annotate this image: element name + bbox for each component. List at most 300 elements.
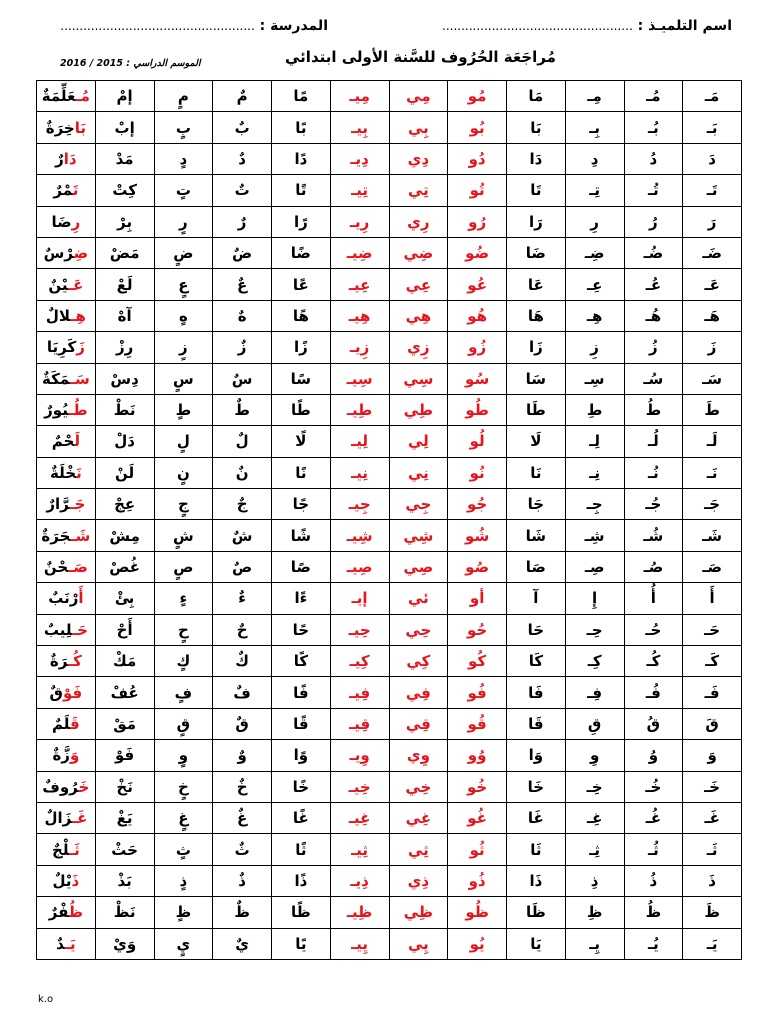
letter-cell: دَا: [507, 143, 566, 174]
letter-cell: فَا: [507, 677, 566, 708]
letter-cell: مِيـ: [330, 81, 389, 112]
letter-cell: مُو: [448, 81, 507, 112]
letter-cell: طُو: [448, 394, 507, 425]
letter-cell: أُ: [624, 583, 683, 614]
example-word-cell: [37, 143, 96, 174]
example-word-cell: [37, 771, 96, 802]
letter-cell: نٌ: [213, 457, 272, 488]
letter-cell: حَثْ: [95, 834, 154, 865]
letter-cell: وٌ: [213, 740, 272, 771]
letter-cell: يِـ: [565, 928, 624, 959]
letter-cell: كِتْ: [95, 175, 154, 206]
letter-cell: بَا: [507, 112, 566, 143]
table-row: [37, 457, 742, 488]
letter-cell: مَقْ: [95, 708, 154, 739]
student-name-blank[interactable]: ..................................................: [442, 19, 633, 33]
word-part: رْسٌ: [43, 244, 74, 263]
word-highlight-part: لَ: [74, 432, 80, 451]
letter-cell: نَـ: [683, 457, 742, 488]
letter-cell: فًا: [272, 677, 331, 708]
letter-cell: ضِيـ: [330, 237, 389, 268]
word-highlight-part: حَـ: [71, 620, 88, 639]
letter-cell: لِـ: [565, 426, 624, 457]
school-field[interactable]: [60, 18, 328, 34]
letter-cell: شًا: [272, 520, 331, 551]
example-word-cell: [37, 269, 96, 300]
letter-cell: تَا: [507, 175, 566, 206]
letter-cell: خُو: [448, 771, 507, 802]
letter-cell: ظُ: [624, 897, 683, 928]
letter-cell: جِيـ: [330, 489, 389, 520]
table-row: [37, 865, 742, 896]
word-highlight-part: ظُ: [68, 903, 84, 922]
letter-cell: مُـ: [624, 81, 683, 112]
letter-cell: مِشْ: [95, 520, 154, 551]
letter-cell: صٌ: [213, 551, 272, 582]
letter-cell: غٍ: [154, 802, 213, 833]
letter-cell: قُو: [448, 708, 507, 739]
letter-cell: نِي: [389, 457, 448, 488]
letter-cell: غِيـ: [330, 802, 389, 833]
letter-cell: نًا: [272, 457, 331, 488]
word-part: رٌ: [55, 149, 64, 168]
letter-cell: ءٍ: [154, 583, 213, 614]
letter-cell: سَا: [507, 363, 566, 394]
letter-cell: صَا: [507, 551, 566, 582]
letter-cell: جٌ: [213, 489, 272, 520]
letter-cell: خٌ: [213, 771, 272, 802]
letter-cell: أَحْ: [95, 614, 154, 645]
letter-cell: جُـ: [624, 489, 683, 520]
letter-cell: ضًا: [272, 237, 331, 268]
letter-cell: لِيـ: [330, 426, 389, 457]
example-word-cell: [37, 520, 96, 551]
letter-cell: ذَ: [683, 865, 742, 896]
letter-cell: قَا: [507, 708, 566, 739]
word-highlight-part: وَ: [69, 746, 80, 765]
letter-cell: ضَا: [507, 237, 566, 268]
word-part: رَّارٌ: [46, 495, 70, 514]
word-part: خِرَةٌ: [45, 118, 75, 137]
letter-cell: طٍ: [154, 394, 213, 425]
letter-cell: عُفْ: [95, 677, 154, 708]
letter-cell: حٌ: [213, 614, 272, 645]
student-name-label: اسم التلميـذ :: [637, 18, 732, 34]
letter-cell: ذِيـ: [330, 865, 389, 896]
letter-cell: يَغْ: [95, 802, 154, 833]
letter-cell: بَـ: [683, 112, 742, 143]
school-label: المدرسة :: [259, 18, 328, 34]
letter-cell: دًا: [272, 143, 331, 174]
letter-cell: أو: [448, 583, 507, 614]
letter-cell: نُو: [448, 457, 507, 488]
letter-cell: ثُـ: [624, 834, 683, 865]
letter-cell: وِي: [389, 740, 448, 771]
letter-cell: بِـ: [565, 112, 624, 143]
letter-cell: نِيـ: [330, 457, 389, 488]
letter-cell: شِي: [389, 520, 448, 551]
word-highlight-part: طُـ: [68, 401, 88, 420]
word-part: لْجٌ: [52, 840, 69, 859]
letter-cell: قَ: [683, 708, 742, 739]
example-word-cell: [37, 897, 96, 928]
letter-cell: كًا: [272, 646, 331, 677]
table-row: [37, 708, 742, 739]
letter-cell: طٌ: [213, 394, 272, 425]
letter-cell: بٌ: [213, 112, 272, 143]
word-highlight-part: هِـ: [70, 306, 86, 325]
letter-cell: هَـ: [683, 300, 742, 331]
letter-cell: قِي: [389, 708, 448, 739]
word-part: قٌ: [49, 683, 63, 702]
letter-cell: زَا: [507, 332, 566, 363]
letter-cell: ثَا: [507, 834, 566, 865]
letter-cell: خِـ: [565, 771, 624, 802]
letter-cell: لُو: [448, 426, 507, 457]
footer-initials: k.o: [38, 994, 54, 1005]
letter-cell: خَا: [507, 771, 566, 802]
word-part: زَّةٌ: [52, 746, 70, 765]
example-word-cell: [37, 237, 96, 268]
letter-cell: شِيـ: [330, 520, 389, 551]
table-row: [37, 175, 742, 206]
letter-cell: قٍ: [154, 708, 213, 739]
letter-cell: مَا: [507, 81, 566, 112]
letter-cell: ظِ: [565, 897, 624, 928]
letter-cell: بِي: [389, 112, 448, 143]
letter-cell: خِيـ: [330, 771, 389, 802]
letter-cell: لًا: [272, 426, 331, 457]
table-row: [37, 143, 742, 174]
letter-cell: لِي: [389, 426, 448, 457]
letter-cell: طِ: [565, 394, 624, 425]
example-word-cell: [37, 112, 96, 143]
letter-cell: حِيـ: [330, 614, 389, 645]
letter-cell: صِي: [389, 551, 448, 582]
word-part: حْنٌ: [43, 558, 69, 577]
letter-cell: كُـ: [624, 646, 683, 677]
letter-cell: جِـ: [565, 489, 624, 520]
table-row: [37, 269, 742, 300]
letter-cell: لَا: [507, 426, 566, 457]
letter-cell: ذٌ: [213, 865, 272, 896]
letter-cell: يَا: [507, 928, 566, 959]
letter-cell: ذًا: [272, 865, 331, 896]
word-highlight-part: غَـ: [71, 809, 88, 828]
word-part: حْمٌ: [51, 432, 75, 451]
letter-cell: طَ: [683, 394, 742, 425]
letter-cell: صِـ: [565, 551, 624, 582]
letter-cell: زٌ: [213, 332, 272, 363]
letter-cell: شِـ: [565, 520, 624, 551]
letter-cell: دِ: [565, 143, 624, 174]
letter-cell: تِيـ: [330, 175, 389, 206]
letter-cell: وٍ: [154, 740, 213, 771]
letter-cell: مِي: [389, 81, 448, 112]
letter-cell: صَـ: [683, 551, 742, 582]
letter-cell: حِـ: [565, 614, 624, 645]
letter-cell: كِي: [389, 646, 448, 677]
letter-cell: هِيـ: [330, 300, 389, 331]
letter-cell: عُو: [448, 269, 507, 300]
letter-cell: سِيـ: [330, 363, 389, 394]
letter-cell: آهْ: [95, 300, 154, 331]
letter-cell: بًا: [272, 112, 331, 143]
letter-cell: ثًا: [272, 834, 331, 865]
letter-cell: ضُو: [448, 237, 507, 268]
letter-cell: صُو: [448, 551, 507, 582]
letter-cell: يًا: [272, 928, 331, 959]
letter-cell: تًا: [272, 175, 331, 206]
example-word-cell: [37, 81, 96, 112]
letter-cell: ذُ: [624, 865, 683, 896]
letter-cell: عًا: [272, 269, 331, 300]
letter-cell: هٌ: [213, 300, 272, 331]
letter-cell: حٍ: [154, 614, 213, 645]
word-highlight-part: سَـ: [69, 369, 90, 388]
letter-cell: تٌ: [213, 175, 272, 206]
letter-cell: كِيـ: [330, 646, 389, 677]
word-part: رُوفٌ: [42, 777, 79, 796]
letter-cell: كُو: [448, 646, 507, 677]
letter-cell: حُو: [448, 614, 507, 645]
letter-cell: جِي: [389, 489, 448, 520]
letter-cell: ضِـ: [565, 237, 624, 268]
letter-cell: عِجْ: [95, 489, 154, 520]
letter-cell: ظًا: [272, 897, 331, 928]
letter-cell: غًا: [272, 802, 331, 833]
letter-cell: ءًا: [272, 583, 331, 614]
letter-cell: مَـ: [683, 81, 742, 112]
word-highlight-part: زَ: [76, 338, 85, 357]
letter-cell: سِي: [389, 363, 448, 394]
letter-cell: فُـ: [624, 677, 683, 708]
letter-cell: دَلْ: [95, 426, 154, 457]
example-word-cell: [37, 865, 96, 896]
word-highlight-part: ثَـ: [68, 840, 80, 859]
letter-cell: ئي: [389, 583, 448, 614]
word-highlight-part: صَـ: [68, 558, 88, 577]
table-row: [37, 426, 742, 457]
letter-cell: ظُو: [448, 897, 507, 928]
letter-cell: فٌ: [213, 677, 272, 708]
table-row: [37, 646, 742, 677]
table-row: [37, 834, 742, 865]
table-row: [37, 300, 742, 331]
letter-cell: ثٍ: [154, 834, 213, 865]
letter-cell: عِي: [389, 269, 448, 300]
letter-cell: لُـ: [624, 426, 683, 457]
letter-cell: ظَا: [507, 897, 566, 928]
word-part: دٌ: [56, 934, 65, 953]
letter-cell: هًا: [272, 300, 331, 331]
letter-cell: زًا: [272, 332, 331, 363]
letter-cell: دَ: [683, 143, 742, 174]
word-highlight-part: فَوْ: [62, 683, 83, 702]
letter-cell: ضٌ: [213, 237, 272, 268]
table-row: [37, 614, 742, 645]
word-part: مَكَةٌ: [41, 369, 70, 388]
letter-cell: رَا: [507, 206, 566, 237]
letter-cell: هِي: [389, 300, 448, 331]
letter-cell: تُـ: [624, 175, 683, 206]
letter-cell: رٌ: [213, 206, 272, 237]
letter-cell: جَا: [507, 489, 566, 520]
letter-cell: ظَ: [683, 897, 742, 928]
word-part: رَةٌ: [49, 652, 69, 671]
school-year: الموسم الدراسي : 2015 / 2016: [60, 58, 201, 69]
letter-cell: رِزْ: [95, 332, 154, 363]
letter-cell: عُـ: [624, 269, 683, 300]
table-row: [37, 583, 742, 614]
word-highlight-part: شَـ: [70, 526, 91, 545]
table-row: [37, 332, 742, 363]
letter-cell: وَيْ: [95, 928, 154, 959]
letter-cell: صٍ: [154, 551, 213, 582]
letter-cell: غِي: [389, 802, 448, 833]
word-part: جَرَةٌ: [41, 526, 71, 545]
letter-cell: أَ: [683, 583, 742, 614]
letter-cell: ظِيـ: [330, 897, 389, 928]
letter-cell: غَا: [507, 802, 566, 833]
letter-cell: ظٌ: [213, 897, 272, 928]
letter-cell: شَا: [507, 520, 566, 551]
word-part: رْنَبٌ: [48, 589, 79, 608]
letter-cell: غُصْ: [95, 551, 154, 582]
letter-cell: دٌ: [213, 143, 272, 174]
letter-cell: طِي: [389, 394, 448, 425]
letter-cell: نِـ: [565, 457, 624, 488]
letter-cell: عِيـ: [330, 269, 389, 300]
letter-cell: إبْ: [95, 112, 154, 143]
letter-cell: رًا: [272, 206, 331, 237]
letter-cell: حَـ: [683, 614, 742, 645]
letter-cell: دٍ: [154, 143, 213, 174]
letter-cell: هَا: [507, 300, 566, 331]
table-row: [37, 206, 742, 237]
example-word-cell: [37, 740, 96, 771]
letter-cell: فٍ: [154, 677, 213, 708]
letter-cell: هُـ: [624, 300, 683, 331]
example-word-cell: [37, 489, 96, 520]
example-word-cell: [37, 551, 96, 582]
letter-cell: مَضْ: [95, 237, 154, 268]
letter-cell: ثِي: [389, 834, 448, 865]
letter-cell: ءٌ: [213, 583, 272, 614]
letter-cell: ذُو: [448, 865, 507, 896]
letter-cell: يٍ: [154, 928, 213, 959]
letter-cell: شَـ: [683, 520, 742, 551]
letter-cell: مَدْ: [95, 143, 154, 174]
letter-cell: خٍ: [154, 771, 213, 802]
letter-cell: رِيـ: [330, 206, 389, 237]
word-highlight-part: تَ: [72, 181, 79, 200]
word-highlight-part: أَ: [78, 589, 84, 608]
letter-cell: رُ: [624, 206, 683, 237]
letter-cell: كٌ: [213, 646, 272, 677]
letter-cell: ثٌ: [213, 834, 272, 865]
example-word-cell: [37, 206, 96, 237]
letter-cell: عَـ: [683, 269, 742, 300]
letter-cell: ضٍ: [154, 237, 213, 268]
letter-cell: نَا: [507, 457, 566, 488]
letter-cell: خًا: [272, 771, 331, 802]
word-highlight-part: قَ: [69, 715, 80, 733]
letter-cell: وِ: [565, 740, 624, 771]
letter-cell: فَوْ: [95, 740, 154, 771]
letter-cell: غُو: [448, 802, 507, 833]
letter-cell: ظِي: [389, 897, 448, 928]
letter-cell: لٌ: [213, 426, 272, 457]
letter-cell: بٍ: [154, 112, 213, 143]
table-row: [37, 81, 742, 112]
letter-cell: شُو: [448, 520, 507, 551]
letter-cell: دِيـ: [330, 143, 389, 174]
table-row: [37, 489, 742, 520]
letter-cell: سُو: [448, 363, 507, 394]
example-word-cell: [37, 175, 96, 206]
letter-cell: نٍ: [154, 457, 213, 488]
letter-cell: مٍ: [154, 81, 213, 112]
student-name-field[interactable]: [442, 18, 732, 34]
letter-cell: مَكْ: [95, 646, 154, 677]
letter-cell: طَا: [507, 394, 566, 425]
letter-cell: وَ: [683, 740, 742, 771]
letter-cell: تِـ: [565, 175, 624, 206]
letter-cell: سِـ: [565, 363, 624, 394]
letter-cell: هُو: [448, 300, 507, 331]
example-word-cell: [37, 332, 96, 363]
letter-cell: قٌ: [213, 708, 272, 739]
letter-cell: غِـ: [565, 802, 624, 833]
letter-cell: طًا: [272, 394, 331, 425]
table-row: [37, 112, 742, 143]
word-highlight-part: خَ: [78, 777, 90, 796]
letter-cell: إيـ: [330, 583, 389, 614]
letter-cell: بُـ: [624, 112, 683, 143]
letter-cell: تٍ: [154, 175, 213, 206]
letter-cell: يِيـ: [330, 928, 389, 959]
letter-cell: زِ: [565, 332, 624, 363]
school-blank[interactable]: ...................................................: [60, 19, 255, 33]
letter-cell: حَا: [507, 614, 566, 645]
table-row: [37, 237, 742, 268]
word-highlight-part: مُـ: [75, 87, 90, 106]
letter-cell: صِيـ: [330, 551, 389, 582]
table-row: [37, 897, 742, 928]
letter-cell: دُ: [624, 143, 683, 174]
word-highlight-part: جَـ: [69, 495, 86, 514]
example-word-cell: [37, 583, 96, 614]
letter-cell: صًا: [272, 551, 331, 582]
word-highlight-part: يَـ: [64, 934, 76, 953]
letter-cell: بَذْ: [95, 865, 154, 896]
letter-cell: غٌ: [213, 802, 272, 833]
letter-cell: ثُو: [448, 834, 507, 865]
letter-cell: ذِ: [565, 865, 624, 896]
page-title: مُراجَعَة الحُرُوف للسَّنة الأولى ابتدائي: [285, 48, 556, 66]
letter-cell: مٌ: [213, 81, 272, 112]
letter-cell: زَ: [683, 332, 742, 363]
letter-cell: خَـ: [683, 771, 742, 802]
letter-cell: لَـ: [683, 426, 742, 457]
letter-cell: وَا: [507, 740, 566, 771]
letter-cell: لٍ: [154, 426, 213, 457]
letter-cell: غَـ: [683, 802, 742, 833]
letter-cell: عٌ: [213, 269, 272, 300]
letter-cell: كٍ: [154, 646, 213, 677]
letter-cell: ذٍ: [154, 865, 213, 896]
